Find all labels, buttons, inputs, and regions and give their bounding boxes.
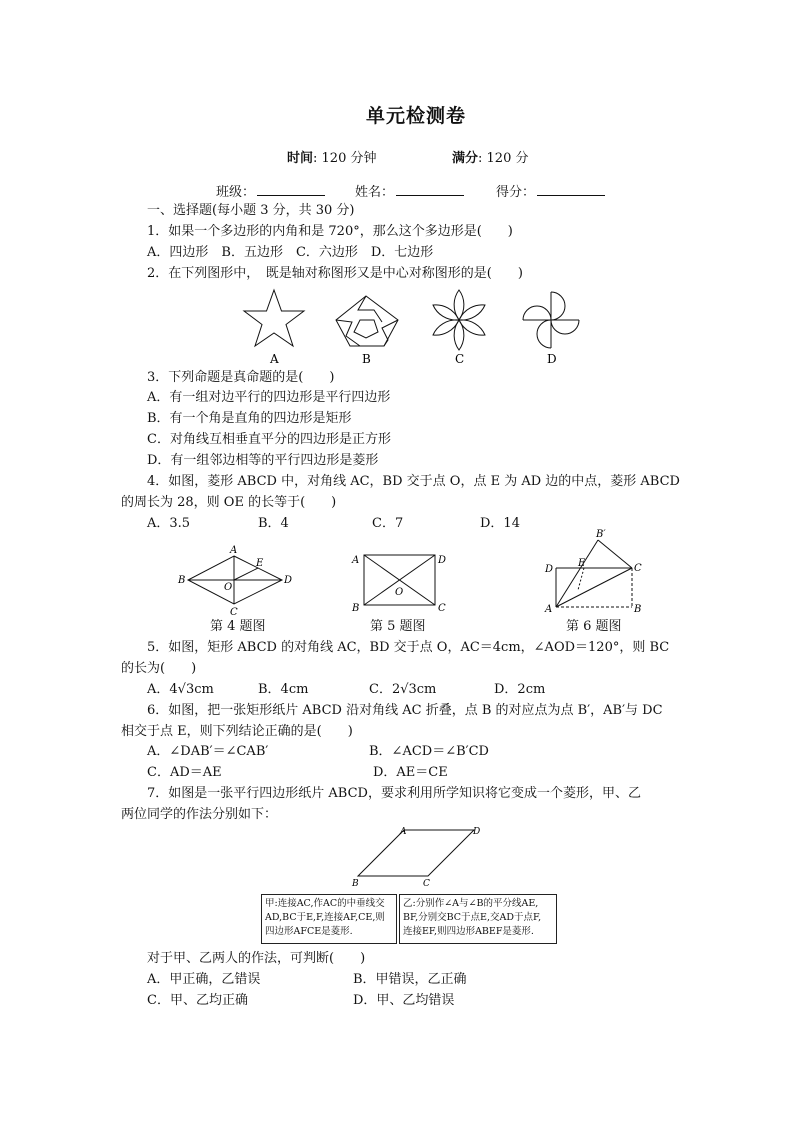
q6-option-b: B．∠ACD＝∠B′CD [369, 744, 489, 759]
q1-options: A．四边形 B．五边形 C．六边形 D．七边形 [147, 245, 434, 260]
fig6-point-c: C [634, 563, 642, 574]
q4-option-b: B．4 [258, 516, 289, 531]
time-label: 时间 [287, 151, 314, 166]
full-score-label: 满分 [452, 151, 479, 166]
q7-line1: 7．如图是一张平行四边形纸片 ABCD，要求利用所学知识将它变成一个菱形，甲、乙 [147, 786, 641, 801]
q6-line1: 6．如图，把一张矩形纸片 ABCD 沿对角线 AC 折叠，点 B 的对应点为点 B′，AB′与 DC [147, 703, 663, 718]
q3-stem: 3．下列命题是真命题的是( ) [147, 370, 335, 385]
q6-line2: 相交于点 E，则下列结论正确的是( ) [121, 724, 353, 739]
yi-line: 连接EF,则四边形ABEF是菱形. [403, 926, 534, 937]
time-value: 120 分钟 [321, 151, 377, 166]
q7-option-b: B．甲错误，乙正确 [353, 972, 467, 987]
name-label: 姓名： [355, 185, 395, 200]
fig4-point-c: C [230, 607, 238, 618]
q4-option-c: C．7 [372, 516, 404, 531]
q5-option-d: D．2cm [494, 682, 546, 697]
q2-label-b: B [362, 352, 371, 366]
fig4-point-b: B [178, 575, 186, 586]
q7-option-a: A．甲正确，乙错误 [147, 972, 261, 987]
q5-option-b: B．4cm [258, 682, 309, 697]
q2-label-a: A [270, 352, 279, 366]
yi-line: BF,分别交BC于点E,交AD于点F, [403, 912, 542, 923]
full-score-value: 120 分 [486, 151, 529, 166]
q3-option-b: B．有一个角是直角的四边形是矩形 [147, 411, 352, 426]
jia-line: 四边形AFCE是菱形. [265, 926, 353, 937]
fig6-point-d: D [545, 564, 554, 575]
q5-option-c: C．2√3cm [369, 682, 437, 697]
q3-option-d: D．有一组邻边相等的平行四边形是菱形 [147, 453, 379, 468]
q7-point-b: B [352, 879, 359, 889]
q2-label-d: D [547, 352, 557, 366]
q1-stem: 1．如果一个多边形的内角和是 720°，那么这个多边形是( ) [147, 224, 513, 239]
yi-line: 乙:分别作∠A与∠B的平分线AE, [403, 898, 539, 909]
jia-line: AD,BC于E,F,连接AF,CE,则 [265, 912, 385, 923]
colon: : [478, 151, 487, 166]
q5-option-a: A．4√3cm [147, 682, 214, 697]
fig5-caption: 第 5 题图 [370, 619, 426, 634]
fig4-caption: 第 4 题图 [210, 619, 266, 634]
q4-line2: 的周长为 28，则 OE 的长等于( ) [121, 495, 337, 510]
q2-stem: 2．在下列图形中， 既是轴对称图形又是中心对称图形的是( ) [147, 266, 523, 281]
fig6-point-e: E [578, 558, 586, 569]
fig6-point-b: B [634, 604, 642, 615]
fig4-point-o: O [224, 582, 233, 593]
q7-option-d: D．甲、乙均错误 [353, 993, 455, 1008]
q5-line1: 5．如图，矩形 ABCD 的对角线 AC，BD 交于点 O，AC＝4cm，∠AOD＝120°，则 BC [147, 640, 670, 655]
fig6-caption: 第 6 题图 [566, 619, 622, 634]
q7-point-d: D [473, 827, 481, 837]
q7-line2: 两位同学的作法分别如下： [121, 807, 278, 822]
score-label: 得分： [496, 185, 536, 200]
q5-line2: 的长为( ) [121, 661, 197, 676]
q7-judge: 对于甲、乙两人的作法，可判断( ) [147, 951, 366, 966]
q4-line1: 4．如图，菱形 ABCD 中，对角线 AC，BD 交于点 O，点 E 为 AD 边的中点，菱形 ABCD [147, 474, 680, 489]
jia-line: 甲:连接AC,作AC的中垂线交 [265, 898, 385, 909]
q3-option-c: C．对角线互相垂直平分的四边形是正方形 [147, 432, 391, 447]
section-heading: 一、选择题(每小题 3 分，共 30 分) [147, 203, 355, 218]
fig4-point-d: D [284, 575, 293, 586]
fig6-point-a: A [545, 604, 553, 615]
class-label: 班级： [216, 185, 256, 200]
colon: : [313, 151, 322, 166]
q7-option-c: C．甲、乙均正确 [147, 993, 248, 1008]
fig4-point-e: E [256, 558, 264, 569]
q2-label-c: C [455, 352, 465, 366]
q6-option-c: C．AD＝AE [147, 765, 222, 780]
q4-option-a: A．3.5 [147, 516, 191, 531]
fig5-point-d: D [438, 555, 447, 566]
fig4-point-a: A [230, 545, 238, 556]
method-yi-box [399, 894, 557, 944]
fig5-point-o: O [395, 587, 404, 598]
q3-option-a: A．有一组对边平行的四边形是平行四边形 [147, 390, 391, 405]
fig6-point-b-prime: B′ [596, 529, 606, 540]
q6-option-a: A．∠DAB′＝∠CAB′ [147, 744, 269, 759]
method-jia-box [261, 894, 397, 944]
q7-point-c: C [423, 879, 430, 889]
page-title: 单元检测卷 [366, 105, 467, 127]
q7-point-a: A [400, 827, 407, 837]
q6-option-d: D．AE＝CE [373, 765, 448, 780]
fig5-point-a: A [352, 555, 360, 566]
fig5-point-c: C [438, 603, 446, 614]
fig5-point-b: B [352, 603, 360, 614]
q4-option-d: D．14 [480, 516, 520, 531]
